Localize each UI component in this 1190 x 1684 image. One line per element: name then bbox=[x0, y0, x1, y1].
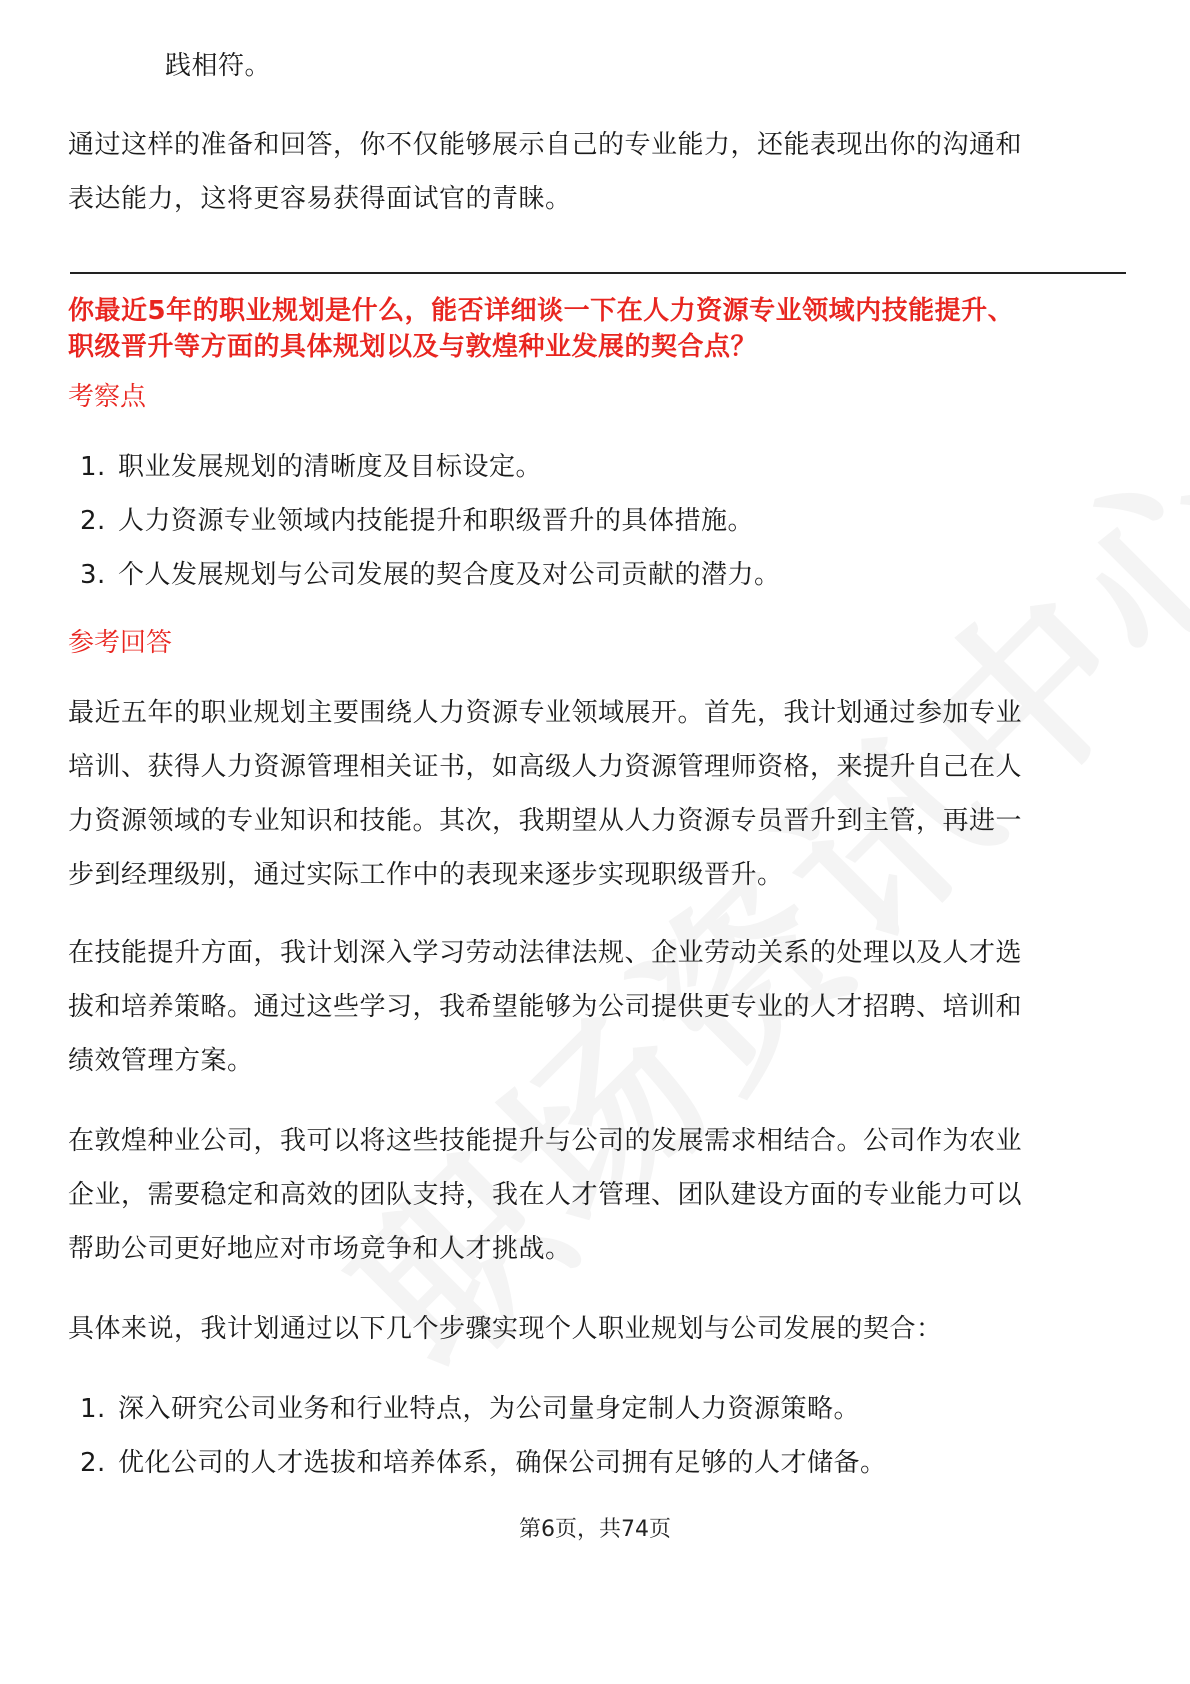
page-number: 第6页，共74页 bbox=[519, 1517, 671, 1542]
answer-p2-line: 在技能提升方面，我计划深入学习劳动法律法规、企业劳动关系的处理以及人才选 bbox=[68, 938, 1023, 968]
answer-p4: 具体来说，我计划通过以下几个步骤实现个人职业规划与公司发展的契合： bbox=[68, 1314, 943, 1344]
list-number: 3. bbox=[80, 560, 106, 590]
answer-p3-line: 在敦煌种业公司，我可以将这些技能提升与公司的发展需求相结合。公司作为农业 bbox=[68, 1126, 1023, 1156]
list-text: 职业发展规划的清晰度及目标设定。 bbox=[118, 452, 543, 482]
step-item bbox=[80, 1396, 860, 1422]
list-text: 个人发展规划与公司发展的契合度及对公司贡献的潜力。 bbox=[118, 560, 781, 590]
answer-p2-line: 绩效管理方案。 bbox=[68, 1046, 254, 1076]
list-number: 1. bbox=[80, 1394, 106, 1424]
step-item bbox=[80, 1450, 887, 1476]
answer-p1-line: 步到经理级别，通过实际工作中的表现来逐步实现职级晋升。 bbox=[68, 860, 784, 890]
answer-p1-line: 培训、获得人力资源管理相关证书，如高级人力资源管理师资格，来提升自己在人 bbox=[68, 752, 1023, 782]
answer-heading: 参考回答 bbox=[68, 628, 173, 658]
answer-p1-line: 最近五年的职业规划主要围绕人力资源专业领域展开。首先，我计划通过参加专业 bbox=[68, 698, 1023, 728]
list-number: 2. bbox=[80, 506, 106, 536]
answer-p1-line: 力资源领域的专业知识和技能。其次，我期望从人力资源专员晋升到主管，再进一 bbox=[68, 806, 1023, 836]
list-number: 2. bbox=[80, 1448, 106, 1478]
list-text: 优化公司的人才选拔和培养体系，确保公司拥有足够的人才储备。 bbox=[118, 1448, 887, 1478]
section-divider bbox=[70, 272, 1126, 274]
check-point-item bbox=[80, 562, 781, 588]
question-line-2: 职级晋升等方面的具体规划以及与敦煌种业发展的契合点？ bbox=[68, 332, 758, 362]
check-points-heading: 考察点 bbox=[68, 382, 147, 412]
continuation-text: 践相符。 bbox=[165, 51, 272, 81]
question-line-1: 你最近5年的职业规划是什么，能否详细谈一下在人力资源专业领域内技能提升、 bbox=[68, 296, 1015, 326]
answer-p2-line: 拔和培养策略。通过这些学习，我希望能够为公司提供更专业的人才招聘、培训和 bbox=[68, 992, 1023, 1022]
list-text: 深入研究公司业务和行业特点，为公司量身定制人力资源策略。 bbox=[118, 1394, 861, 1424]
closing-line-2: 表达能力，这将更容易获得面试官的青睐。 bbox=[68, 184, 572, 214]
check-point-item bbox=[80, 454, 542, 480]
check-point-item bbox=[80, 508, 754, 534]
answer-p3-line: 企业，需要稳定和高效的团队支持，我在人才管理、团队建设方面的专业能力可以 bbox=[68, 1180, 1023, 1210]
list-text: 人力资源专业领域内技能提升和职级晋升的具体措施。 bbox=[118, 506, 755, 536]
list-number: 1. bbox=[80, 452, 106, 482]
answer-p3-line: 帮助公司更好地应对市场竞争和人才挑战。 bbox=[68, 1234, 572, 1264]
closing-line-1: 通过这样的准备和回答，你不仅能够展示自己的专业能力，还能表现出你的沟通和 bbox=[68, 130, 1023, 160]
